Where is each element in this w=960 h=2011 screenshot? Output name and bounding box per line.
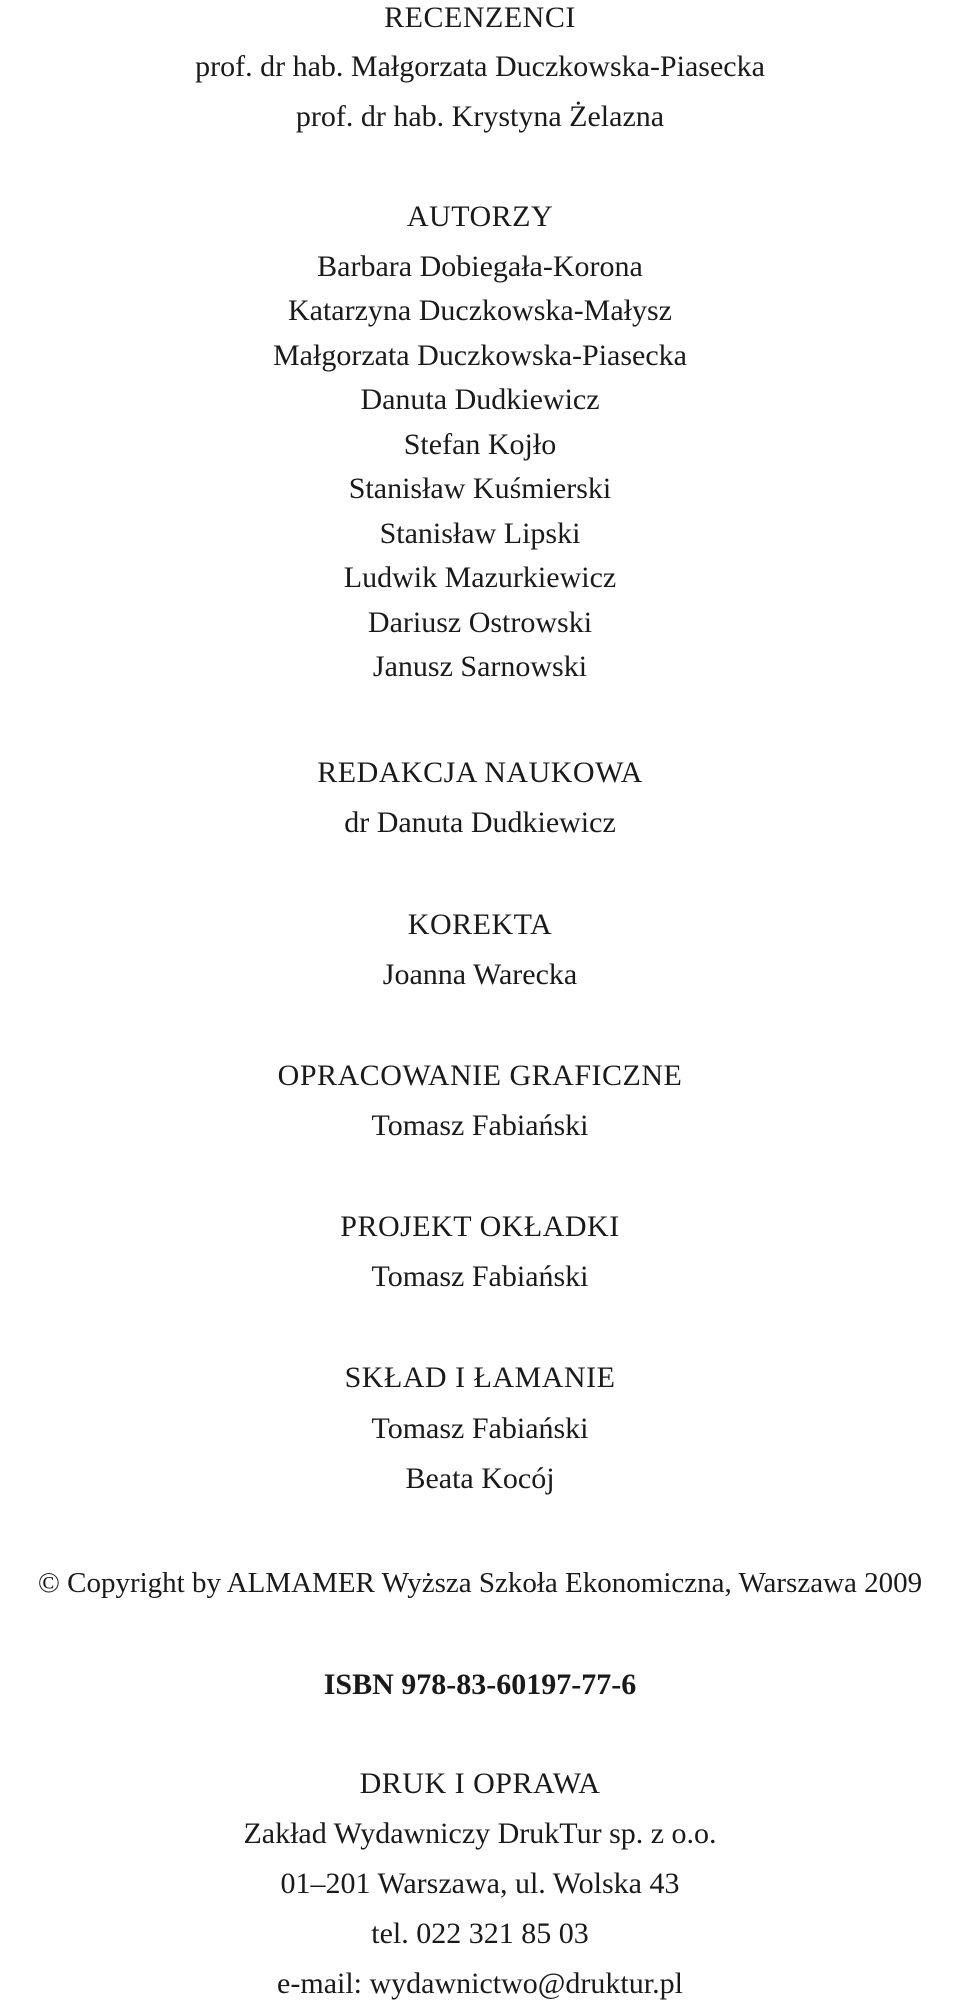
printer-name: Zakład Wydawniczy DrukTur sp. z o.o. [243,1817,717,1850]
copyright-notice: © Copyright by ALMAMER Wyższa Szkoła Ekonomiczna, Warszawa 2009 [37,1567,923,1599]
reviewer-name: prof. dr hab. Małgorzata Duczkowska-Piasecka [195,50,765,83]
reviewers-heading: RECENZENCI [384,1,576,34]
author-name: Dariusz Ostrowski [367,606,593,639]
graphic-designer-name: Tomasz Fabiański [371,1109,589,1142]
author-name: Barbara Dobiegała-Korona [317,250,643,283]
printing-heading: DRUK I OPRAWA [359,1767,601,1800]
typesetting-heading: SKŁAD I ŁAMANIE [344,1361,616,1394]
typesetter-name: Beata Kocój [405,1462,555,1495]
author-name: Stanisław Lipski [379,517,581,550]
isbn: ISBN 978-83-60197-77-6 [323,1668,637,1701]
scientific-editing-heading: REDAKCJA NAUKOWA [317,756,643,789]
author-name: Ludwik Mazurkiewicz [343,561,617,594]
graphic-design-heading: OPRACOWANIE GRAFICZNE [277,1059,683,1092]
author-name: Janusz Sarnowski [372,650,588,683]
authors-heading: AUTORZY [406,200,554,233]
typesetter-name: Tomasz Fabiański [371,1412,589,1445]
cover-designer-name: Tomasz Fabiański [371,1260,589,1293]
author-name: Katarzyna Duczkowska-Małysz [287,294,672,327]
proofreading-heading: KOREKTA [407,908,553,941]
printer-email: e-mail: wydawnictwo@druktur.pl [277,1967,683,2000]
author-name: Stanisław Kuśmierski [348,472,612,505]
author-name: Małgorzata Duczkowska-Piasecka [273,339,687,372]
printer-address: 01–201 Warszawa, ul. Wolska 43 [280,1867,680,1900]
author-name: Stefan Kojło [403,428,557,461]
reviewer-name: prof. dr hab. Krystyna Żelazna [295,100,665,133]
printer-phone: tel. 022 321 85 03 [371,1917,589,1950]
scientific-editor-name: dr Danuta Dudkiewicz [344,806,616,839]
proofreader-name: Joanna Warecka [382,958,578,991]
author-name: Danuta Dudkiewicz [360,383,600,416]
cover-design-heading: PROJEKT OKŁADKI [340,1210,620,1243]
